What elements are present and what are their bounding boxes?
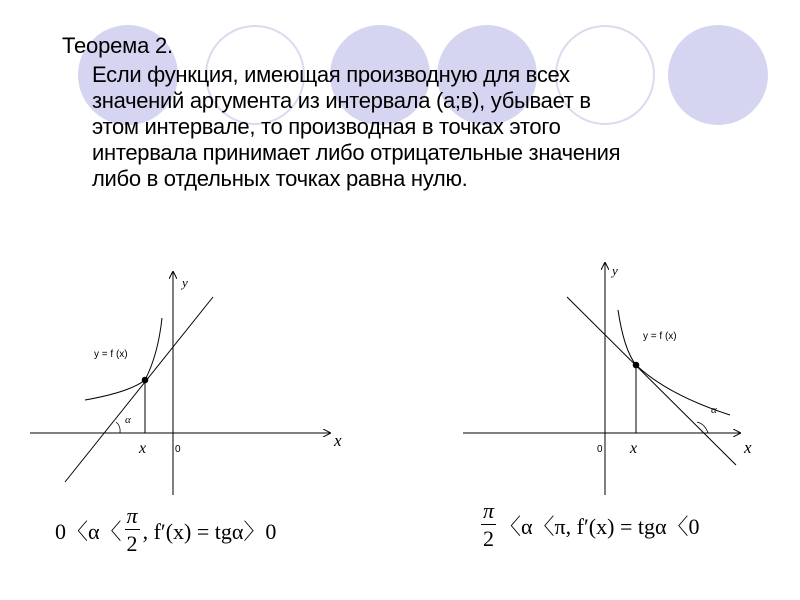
right-point-label: x (630, 440, 638, 457)
formula-right-fraction (481, 500, 496, 550)
left-function-label: y = f (x) (94, 349, 128, 360)
left-x-label: x (334, 431, 342, 450)
formula-left-frac-den: 2 (126, 531, 138, 556)
right-tangent-point (633, 362, 640, 369)
left-point-label: x (139, 440, 147, 457)
theorem-line: значений аргумента из интервала (а;в), убывает в (92, 88, 591, 113)
right-origin-label: 0 (597, 444, 603, 455)
formula-right-frac-den: 2 (483, 526, 495, 551)
left-angle-arc (116, 422, 120, 433)
right-angle-label: α (711, 404, 717, 416)
theorem-line: Если функция, имеющая производную для всех (92, 62, 570, 87)
theorem-line: этом интервале, то производная в точках этого (92, 114, 561, 139)
left-angle-label: α (125, 414, 131, 426)
formula-left-part1: 0〈α〈 (55, 518, 122, 544)
right-graph (463, 263, 752, 495)
formula-right-part1: 〈α〈π, f′(x) = tgα〈0 (499, 513, 700, 539)
formula-right (478, 500, 700, 550)
formula-left-frac-num: π (126, 503, 138, 528)
right-x-label: x (744, 438, 752, 457)
left-origin-label: 0 (175, 444, 181, 455)
right-y-label: y (612, 263, 618, 278)
formula-left-part2: , f′(x) = tgα〉0 (142, 518, 277, 544)
formula-left (55, 505, 276, 555)
right-function-label: y = f (x) (643, 331, 677, 342)
theorem-line: интервала принимает либо отрицательные значения (92, 140, 621, 165)
left-tangent-point (142, 377, 149, 384)
right-tangent-line (567, 297, 736, 465)
formula-right-frac-num: π (483, 498, 495, 523)
left-graph (30, 272, 342, 495)
formula-left-fraction (125, 505, 140, 555)
theorem-line: либо в отдельных точках равна нулю. (92, 166, 468, 191)
theorem-title: Теорема 2. (62, 33, 173, 58)
left-y-label: y (182, 275, 188, 290)
